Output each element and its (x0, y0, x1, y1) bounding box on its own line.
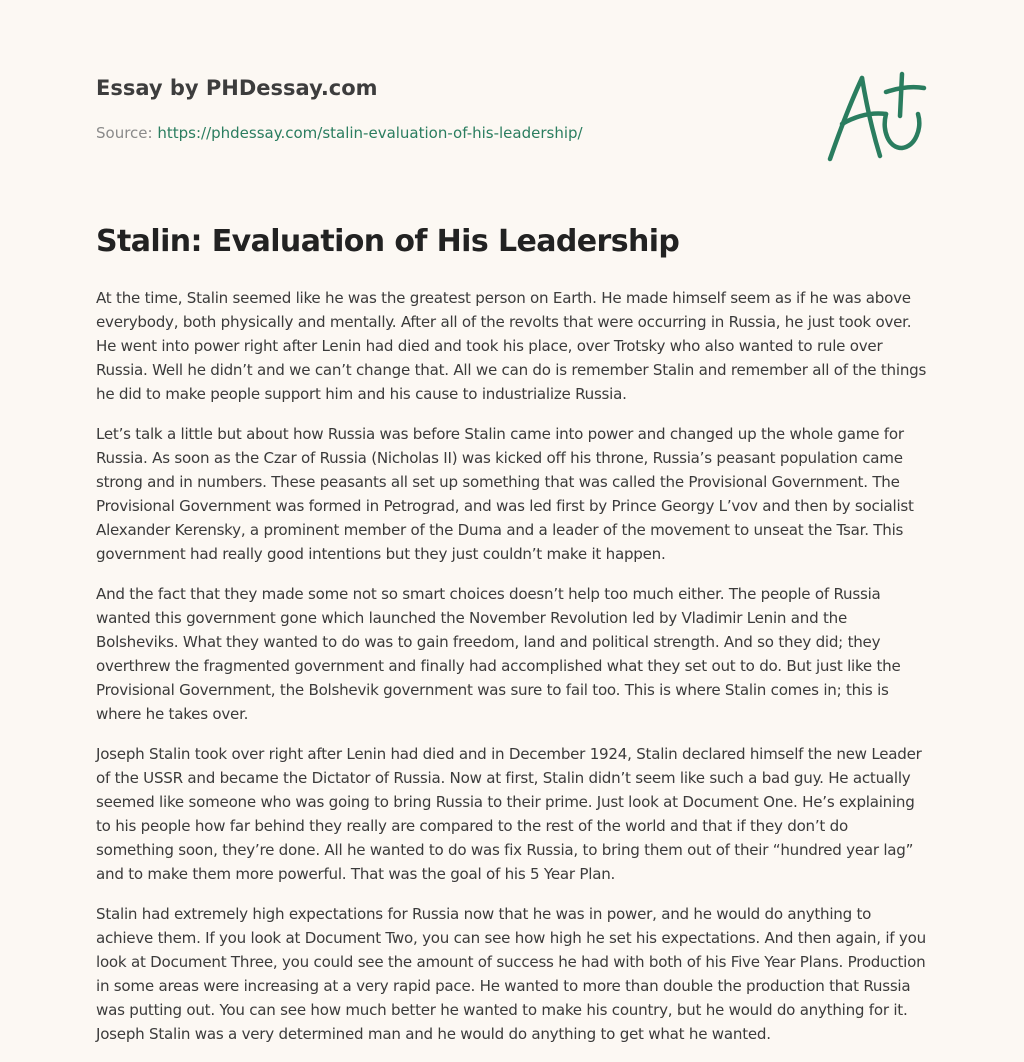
source-line (96, 124, 583, 142)
essay-paragraph: At the time, Stalin seemed like he was the greatest person on Earth. He made himself seem as if he was above everybody, both physically and mentally. After all of the revolts that were occurring in Russia, he just took over. He went into power right after Lenin had died and took his place, over Trotsky who also wanted to rule over Russia. Well he didn’t and we can’t change that. All we can do is remember Stalin and remember all of the things he did to make people support him and his cause to industrialize Russia. (96, 289, 927, 403)
a-plus-logo-icon (822, 66, 932, 166)
essay-paragraph: Let’s talk a little but about how Russia was before Stalin came into power and changed up the whole game for Russia. As soon as the Czar of Russia (Nicholas II) was kicked off his throne, Russia’s peasant population came strong and in numbers. These peasants all set up something that was called the Provisional Government. The Provisional Government was formed in Petrograd, and was led first by Prince Georgy L’vov and then by socialist Alexander Kerensky, a prominent member of the Duma and a leader of the movement to unseat the Tsar. This government had really good intentions but they just couldn’t make it happen. (96, 425, 914, 563)
essay-body (96, 286, 928, 1062)
site-brand: Essay by PHDessay.com (96, 76, 378, 100)
essay-paragraph: And the fact that they made some not so smart choices doesn’t help too much either. The people of Russia wanted this government gone which launched the November Revolution led by Vladimir Lenin and the Bolsheviks. What they wanted to do was to gain freedom, land and political strength. And so they did; they overthrew the fragmented government and finally had accomplished what they set out to do. But just like the Provisional Government, the Bolshevik government was sure to fail too. This is where Stalin comes in; this is where he takes over. (96, 585, 901, 723)
essay-paragraph: Stalin had extremely high expectations for Russia now that he was in power, and he would do anything to achieve them. If you look at Document Two, you can see how high he set his expectations. And then again, if you look at Document Three, you could see the amount of success he had with both of his Five Year Plans. Production in some areas were increasing at a very rapid pace. He wanted to more than double the production that Russia was putting out. You can see how much better he wanted to make his country, but he would do anything for it. Joseph Stalin was a very determined man and he would do anything to get what he wanted. (96, 905, 926, 1043)
essay-title: Stalin: Evaluation of His Leadership (96, 224, 680, 259)
essay-paragraph: Joseph Stalin took over right after Lenin had died and in December 1924, Stalin declared himself the new Leader of the USSR and became the Dictator of Russia. Now at first, Stalin didn’t seem like such a bad guy. He actually seemed like someone who was going to bring Russia to their prime. Just look at Document One. He’s explaining to his people how far behind they really are compared to the rest of the world and that if they don’t do something soon, they’re done. All he wanted to do was fix Russia, to bring them out of their “hundred year lag” and to make them more powerful. That was the goal of his 5 Year Plan. (96, 745, 922, 883)
source-label: Source: (96, 124, 153, 142)
source-link[interactable]: https://phdessay.com/stalin-evaluation-of-his-leadership/ (157, 124, 583, 142)
